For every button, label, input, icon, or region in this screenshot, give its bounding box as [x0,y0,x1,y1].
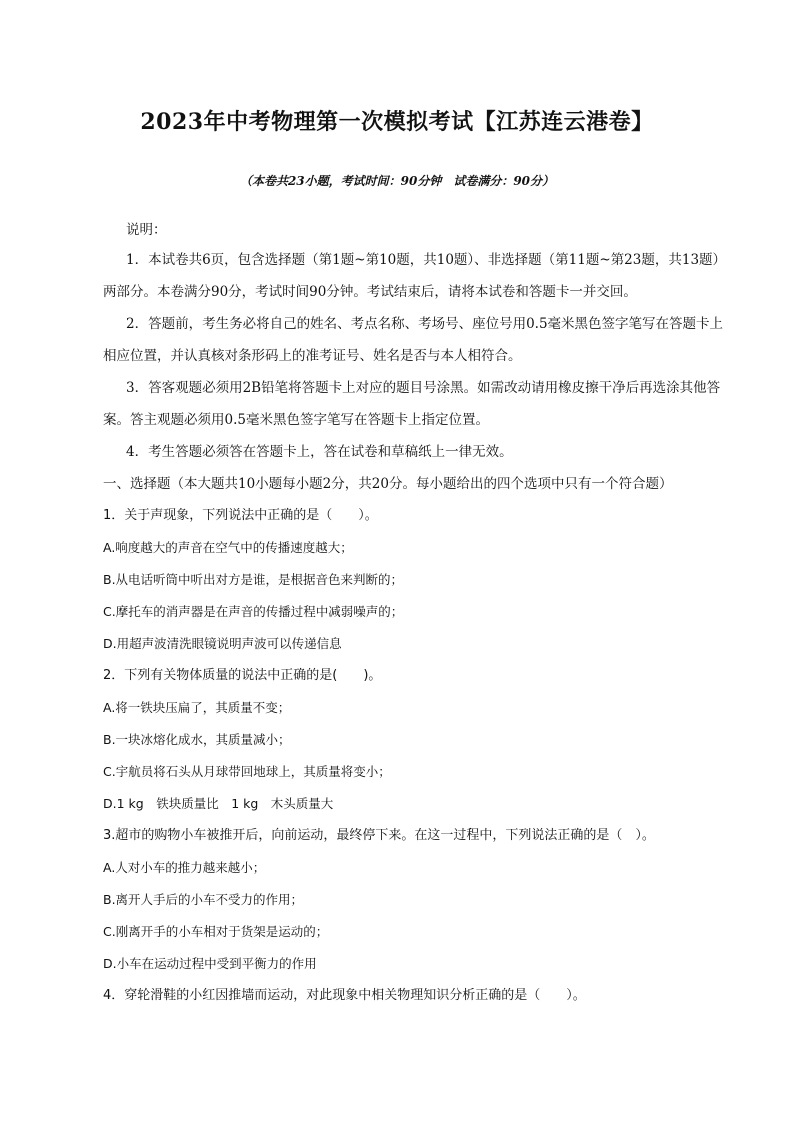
instructions-heading: 说明： [126,222,167,238]
question-1-option-d: D.用超声波清洗眼镜说明声波可以传递信息 [103,636,342,651]
question-3-option-a: A.人对小车的推力越来越小； [103,860,266,875]
section-heading: 一、选择题（本大题共10小题每小题2分，共20分。每小题给出的四个选项中只有一个符合题） [103,476,673,492]
question-3-option-c: C.刚离开手的小车相对于货架是运动的； [103,924,329,939]
instruction-3-line-2: 案。答主观题必须用0.5毫米黑色签字笔写在答题卡上指定位置。 [103,412,489,428]
question-3-option-d: D.小车在运动过程中受到平衡力的作用 [103,956,317,971]
instruction-1-line-2: 两部分。本卷满分90分，考试时间90分钟。考试结束后，请将本试卷和答题卡一并交回。 [103,284,637,300]
question-2-option-d: D.1 kg 铁块质量比 1 kg 木头质量大 [103,796,334,811]
question-2: 2．下列有关物体质量的说法中正确的是( )。 [103,668,382,683]
instruction-4: 4．考生答题必须答在答题卡上，答在试卷和草稿纸上一律无效。 [126,444,513,460]
question-1-option-c: C.摩托车的消声器是在声音的传播过程中减弱噪声的； [103,604,404,619]
instruction-3-line-1: 3．答客观题必须用2B铅笔将答题卡上对应的题目号涂黑。如需改动请用橡皮擦干净后再选涂其他答 [126,380,721,396]
question-4: 4．穿轮滑鞋的小红因推墙而运动，对此现象中相关物理知识分析正确的是（ ）。 [103,988,586,1003]
question-3: 3.超市的购物小车被推开后，向前运动，最终停下来。在这一过程中，下列说法正确的是（ ）。 [103,828,655,843]
question-1: 1．关于声现象，下列说法中正确的是（ ）。 [103,508,378,523]
question-3-option-b: B.离开人手后的小车不受力的作用； [103,892,304,907]
question-2-option-b: B.一块冰熔化成水，其质量减小； [103,732,291,747]
instruction-1-line-1: 1．本试卷共6页，包含选择题（第1题~第10题，共10题）、非选择题（第11题~第23题，共13题） [126,252,727,268]
instruction-2-line-1: 2．答题前，考生务必将自己的姓名、考点名称、考场号、座位号用0.5毫米黑色签字笔写在答题卡上 [126,316,724,332]
page-title: 2023年中考物理第一次模拟考试【江苏连云港卷】 [140,109,654,135]
question-2-option-c: C.宇航员将石头从月球带回地球上，其质量将变小； [103,764,391,779]
instruction-2-line-2: 相应位置，并认真核对条形码上的准考证号、姓名是否与本人相符合。 [103,348,522,364]
question-2-option-a: A.将一铁块压扁了，其质量不变； [103,700,291,715]
exam-info: （本卷共23小题，考试时间：90分钟 试卷满分：90分） [239,174,555,188]
question-1-option-b: B.从电话听筒中听出对方是谁，是根据音色来判断的； [103,572,404,587]
question-1-option-a: A.响度越大的声音在空气中的传播速度越大； [103,540,353,555]
